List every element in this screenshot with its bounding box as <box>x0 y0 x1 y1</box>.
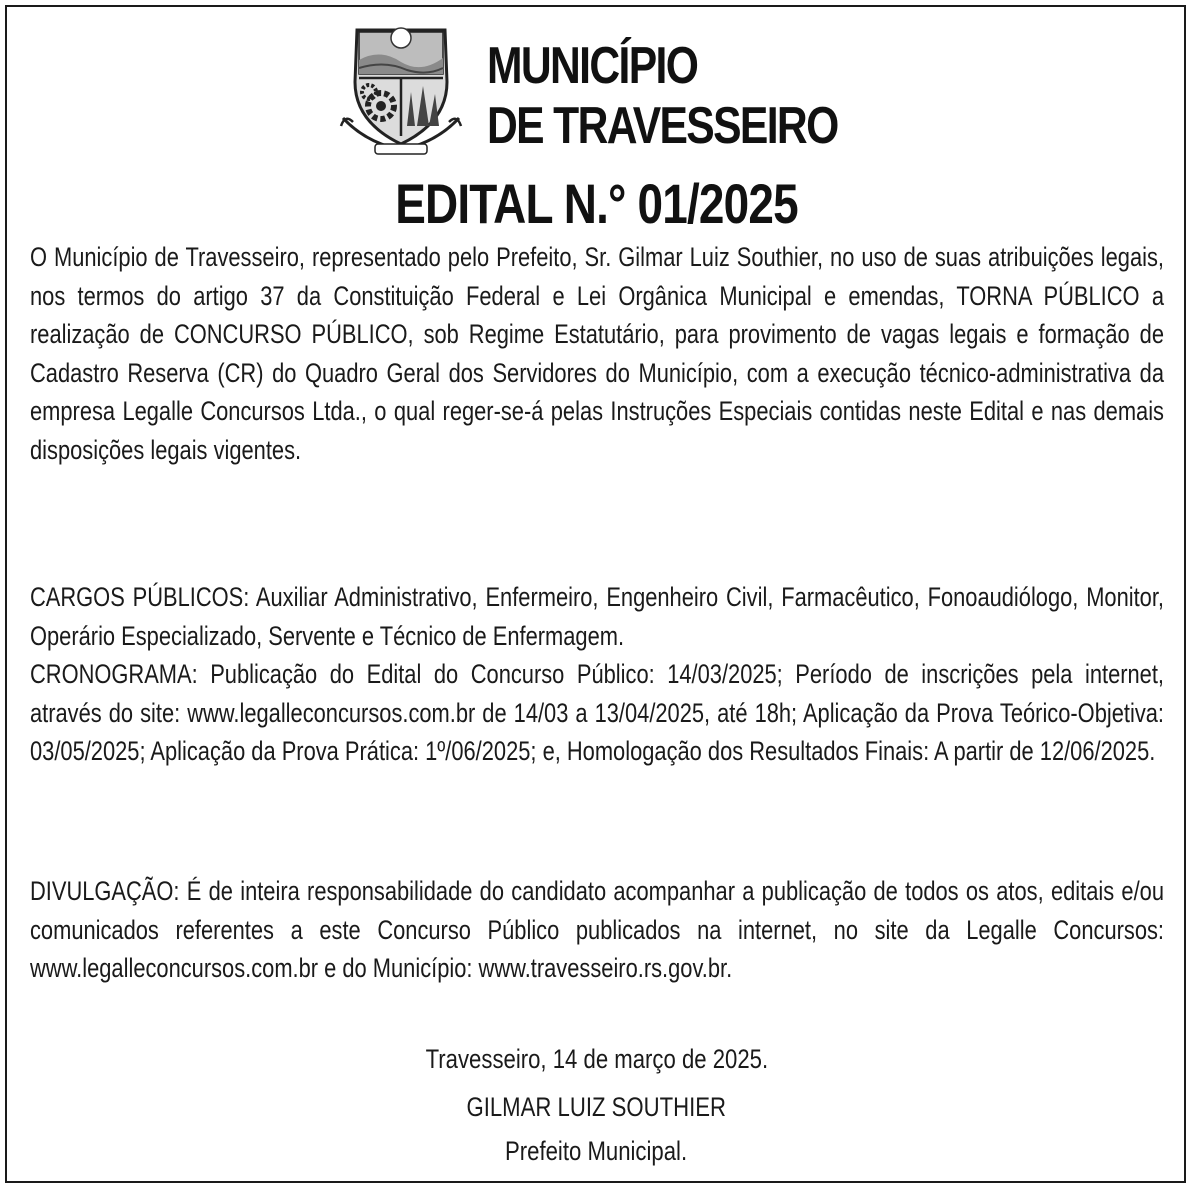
place-date-text: Travesseiro, 14 de março de 2025. <box>425 1044 768 1074</box>
edital-title <box>0 172 1193 236</box>
cargos-cronograma-block <box>30 578 1163 771</box>
intro-paragraph <box>30 238 1163 469</box>
signature-place-date <box>0 1040 1193 1078</box>
cargos-paragraph: CARGOS PÚBLICOS: Auxiliar Administrativo, Enfermeiro, Engenheiro Civil, Farmacêutico, Fonoaudiólogo, Monitor, Operário Especializado, Servente e Técnico de Enfermagem. <box>30 582 1164 651</box>
cargos-cronograma-inner <box>30 578 1164 771</box>
municipal-coat-of-arms-icon <box>335 22 467 158</box>
divulgacao-paragraph <box>30 872 1163 988</box>
edital-number: EDITAL N.° 01/2025 <box>395 172 798 235</box>
signature-name <box>0 1088 1193 1126</box>
municipality-title <box>487 36 838 156</box>
signer-role-text: Prefeito Municipal. <box>505 1136 688 1166</box>
title-line-1: MUNICÍPIO <box>487 37 698 95</box>
signer-name-text: GILMAR LUIZ SOUTHIER <box>466 1092 727 1122</box>
cronograma-paragraph: CRONOGRAMA: Publicação do Edital do Concurso Público: 14/03/2025; Período de inscrições pela internet, através do site: www.legalleconcursos.com.br de 14/03 a 13/04/2025, até 18h; Aplicação da Prova Teórico-Objetiva: 03/05/2025; Aplicação da Prova Prática: 1º/06/2025; e, Homologação dos Resultados Finais: A partir de 12/06/2025. <box>30 659 1164 766</box>
intro-text: O Município de Travesseiro, representado pelo Prefeito, Sr. Gilmar Luiz Southier, no uso de suas atribuições legais, nos termos do artigo 37 da Constituição Federal e Lei Orgânica Municipal e emendas, TORNA PÚBLICO a realização de CONCURSO PÚBLICO, sob Regime Estatutário, para provimento de vagas legais e formação de Cadastro Reserva (CR) do Quadro Geral dos Servidores do Município, com a execução técnico-administrativa da empresa Legalle Concursos Ltda., o qual reger-se-á pelas Instruções Especiais contidas neste Edital e nas demais disposições legais vigentes. <box>30 242 1164 465</box>
signature-role <box>0 1132 1193 1170</box>
title-line-2: DE TRAVESSEIRO <box>487 97 838 155</box>
divulgacao-text: DIVULGAÇÃO: É de inteira responsabilidade do candidato acompanhar a publicação de todos os atos, editais e/ou comunicados referentes a este Concurso Público publicados na internet, no site da Legalle Concursos: www.legalleconcursos.com.br e do Município: www.travesseiro.rs.gov.br. <box>30 876 1164 983</box>
header <box>335 22 875 162</box>
